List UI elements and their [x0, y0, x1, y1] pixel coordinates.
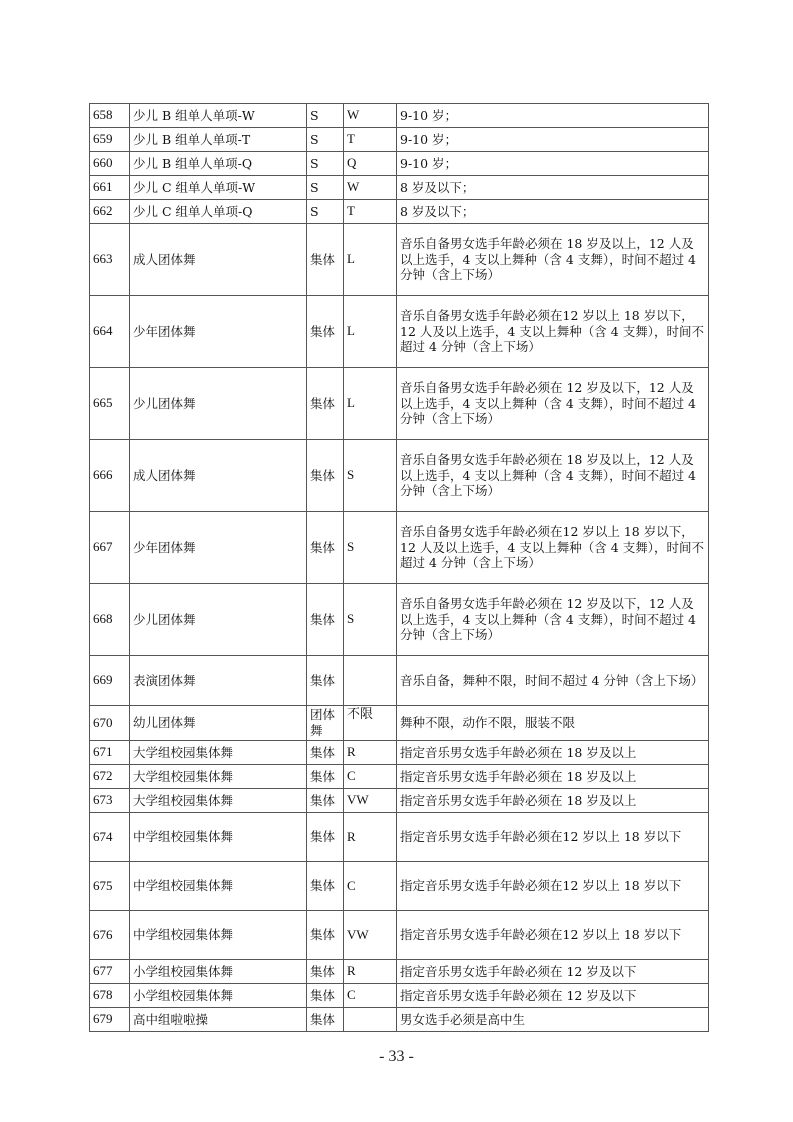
event-number: 658	[90, 104, 130, 128]
event-number: 672	[90, 765, 130, 789]
event-number: 665	[90, 368, 130, 440]
dance-code: L	[344, 224, 397, 296]
event-name: 幼儿团体舞	[130, 706, 307, 741]
table-row	[90, 176, 709, 200]
event-number: 677	[90, 960, 130, 984]
event-name: 少儿 B 组单人单项-W	[130, 104, 307, 128]
event-name: 大学组校园集体舞	[130, 765, 307, 789]
event-type: 集体	[307, 296, 344, 368]
table-row	[90, 128, 709, 152]
table-row	[90, 862, 709, 911]
event-number: 659	[90, 128, 130, 152]
event-number: 673	[90, 789, 130, 813]
dance-code	[344, 1008, 397, 1032]
event-type: 集体	[307, 224, 344, 296]
event-type: 集体	[307, 789, 344, 813]
event-type: 集体	[307, 512, 344, 584]
dance-code	[344, 656, 397, 706]
event-requirement: 8 岁及以下；	[397, 176, 709, 200]
event-number: 664	[90, 296, 130, 368]
event-type: 集体	[307, 911, 344, 960]
event-number: 668	[90, 584, 130, 656]
table-row	[90, 741, 709, 765]
table-row	[90, 960, 709, 984]
table-row	[90, 813, 709, 862]
event-type: 集体	[307, 813, 344, 862]
event-name: 中学组校园集体舞	[130, 911, 307, 960]
event-requirement: 9-10 岁；	[397, 152, 709, 176]
event-requirement: 音乐自备男女选手年龄必须在 12 岁及以下，12 人及以上选手，4 支以上舞种（含 4 支舞），时间不超过 4 分钟（含上下场）	[397, 584, 709, 656]
event-requirement: 音乐自备男女选手年龄必须在 18 岁及以上，12 人及以上选手，4 支以上舞种（含 4 支舞），时间不超过 4 分钟（含上下场）	[397, 440, 709, 512]
event-number: 663	[90, 224, 130, 296]
event-type: S	[307, 200, 344, 224]
event-name: 少儿 B 组单人单项-T	[130, 128, 307, 152]
event-type: 集体	[307, 984, 344, 1008]
event-type: 集体	[307, 440, 344, 512]
table-row	[90, 512, 709, 584]
event-requirement: 音乐自备，舞种不限，时间不超过 4 分钟（含上下场）	[397, 656, 709, 706]
dance-code: C	[344, 984, 397, 1008]
dance-code: R	[344, 741, 397, 765]
event-type: 集体	[307, 741, 344, 765]
table-row	[90, 789, 709, 813]
table-row	[90, 104, 709, 128]
dance-code: W	[344, 104, 397, 128]
event-name: 小学组校园集体舞	[130, 960, 307, 984]
event-type: 集体	[307, 584, 344, 656]
event-requirement: 指定音乐男女选手年龄必须在 12 岁及以下	[397, 960, 709, 984]
dance-code: VW	[344, 911, 397, 960]
table-row	[90, 584, 709, 656]
event-type: S	[307, 152, 344, 176]
event-requirement: 9-10 岁；	[397, 128, 709, 152]
dance-code: S	[344, 584, 397, 656]
event-requirement: 指定音乐男女选手年龄必须在 18 岁及以上	[397, 765, 709, 789]
event-number: 674	[90, 813, 130, 862]
event-name: 少儿团体舞	[130, 584, 307, 656]
page-number: - 33 -	[379, 1048, 414, 1065]
event-number: 660	[90, 152, 130, 176]
dance-code: C	[344, 862, 397, 911]
event-requirement: 指定音乐男女选手年龄必须在12 岁以上 18 岁以下	[397, 862, 709, 911]
event-number: 671	[90, 741, 130, 765]
event-name: 高中组啦啦操	[130, 1008, 307, 1032]
event-name: 少年团体舞	[130, 296, 307, 368]
event-number: 678	[90, 984, 130, 1008]
event-requirement: 指定音乐男女选手年龄必须在12 岁以上 18 岁以下	[397, 813, 709, 862]
event-name: 大学组校园集体舞	[130, 741, 307, 765]
event-name: 少儿 C 组单人单项-Q	[130, 200, 307, 224]
event-name: 少儿 C 组单人单项-W	[130, 176, 307, 200]
table-row	[90, 296, 709, 368]
event-type: S	[307, 176, 344, 200]
event-requirement: 男女选手必须是高中生	[397, 1008, 709, 1032]
dance-code: L	[344, 296, 397, 368]
dance-code: 不限	[344, 706, 397, 741]
dance-code: S	[344, 512, 397, 584]
event-type: 集体	[307, 960, 344, 984]
dance-code: T	[344, 128, 397, 152]
table-row	[90, 911, 709, 960]
event-number: 676	[90, 911, 130, 960]
table-row	[90, 1008, 709, 1032]
event-type: 集体	[307, 862, 344, 911]
dance-code: Q	[344, 152, 397, 176]
event-requirement: 音乐自备男女选手年龄必须在12 岁以上 18 岁以下，12 人及以上选手，4 支以上舞种（含 4 支舞），时间不超过 4 分钟（含上下场）	[397, 512, 709, 584]
event-name: 成人团体舞	[130, 440, 307, 512]
dance-code: T	[344, 200, 397, 224]
table-row	[90, 984, 709, 1008]
dance-code: R	[344, 960, 397, 984]
event-number: 661	[90, 176, 130, 200]
event-requirement: 指定音乐男女选手年龄必须在 18 岁及以上	[397, 741, 709, 765]
table-row	[90, 152, 709, 176]
event-type: 集体	[307, 765, 344, 789]
event-table	[89, 103, 709, 1032]
event-name: 少年团体舞	[130, 512, 307, 584]
event-number: 670	[90, 706, 130, 741]
table-row	[90, 656, 709, 706]
event-number: 666	[90, 440, 130, 512]
event-name: 中学组校园集体舞	[130, 813, 307, 862]
dance-code: R	[344, 813, 397, 862]
dance-code: C	[344, 765, 397, 789]
table-row	[90, 440, 709, 512]
event-name: 少儿 B 组单人单项-Q	[130, 152, 307, 176]
event-type: 集体	[307, 368, 344, 440]
event-requirement: 8 岁及以下；	[397, 200, 709, 224]
event-type: 集体	[307, 656, 344, 706]
dance-code: VW	[344, 789, 397, 813]
table-row	[90, 224, 709, 296]
event-table-body	[90, 104, 709, 1032]
event-number: 667	[90, 512, 130, 584]
event-number: 669	[90, 656, 130, 706]
event-name: 中学组校园集体舞	[130, 862, 307, 911]
dance-code: W	[344, 176, 397, 200]
event-type: 团体舞	[307, 706, 344, 741]
event-requirement: 指定音乐男女选手年龄必须在12 岁以上 18 岁以下	[397, 911, 709, 960]
event-requirement: 9-10 岁；	[397, 104, 709, 128]
table-row	[90, 706, 709, 741]
dance-code: S	[344, 440, 397, 512]
event-name: 小学组校园集体舞	[130, 984, 307, 1008]
event-number: 675	[90, 862, 130, 911]
event-type: S	[307, 128, 344, 152]
event-requirement: 指定音乐男女选手年龄必须在 12 岁及以下	[397, 984, 709, 1008]
table-row	[90, 368, 709, 440]
event-requirement: 音乐自备男女选手年龄必须在 12 岁及以下，12 人及以上选手，4 支以上舞种（含 4 支舞），时间不超过 4 分钟（含上下场）	[397, 368, 709, 440]
event-number: 679	[90, 1008, 130, 1032]
table-row	[90, 200, 709, 224]
dance-code: L	[344, 368, 397, 440]
event-requirement: 音乐自备男女选手年龄必须在 18 岁及以上，12 人及以上选手，4 支以上舞种（含 4 支舞），时间不超过 4 分钟（含上下场）	[397, 224, 709, 296]
event-requirement: 舞种不限，动作不限，服装不限	[397, 706, 709, 741]
event-name: 大学组校园集体舞	[130, 789, 307, 813]
event-name: 表演团体舞	[130, 656, 307, 706]
table-row	[90, 765, 709, 789]
event-name: 少儿团体舞	[130, 368, 307, 440]
event-type: 集体	[307, 1008, 344, 1032]
event-number: 662	[90, 200, 130, 224]
event-type: S	[307, 104, 344, 128]
event-requirement: 音乐自备男女选手年龄必须在12 岁以上 18 岁以下，12 人及以上选手，4 支以上舞种（含 4 支舞），时间不超过 4 分钟（含上下场）	[397, 296, 709, 368]
event-requirement: 指定音乐男女选手年龄必须在 18 岁及以上	[397, 789, 709, 813]
event-name: 成人团体舞	[130, 224, 307, 296]
